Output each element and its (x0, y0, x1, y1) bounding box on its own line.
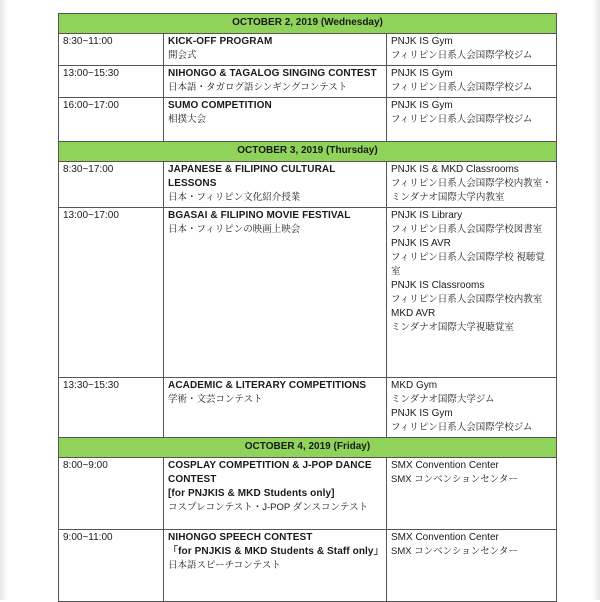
venue-name: PNJK IS Classrooms (391, 280, 485, 291)
event-title-jp: 相撲大会 (168, 114, 207, 125)
event-cell (164, 34, 387, 66)
venue-name: PNJK IS Library (391, 210, 463, 221)
time-cell: 8:30~11:00 (59, 34, 164, 66)
day-header: OCTOBER 3, 2019 (Thursday) (59, 142, 557, 162)
event-cell (164, 162, 387, 208)
event-title: ACADEMIC & LITERARY COMPETITIONS (168, 380, 367, 391)
venue-name-jp: SMX コンベンションセンター (391, 546, 518, 557)
venue-cell (387, 458, 557, 530)
venue-name-jp: ミンダナオ国際大学ジム (391, 394, 495, 405)
venue-name-jp: フィリピン日系人会国際学校内教室 (391, 294, 543, 305)
venue-cell (387, 530, 557, 602)
event-note: [for PNJKIS & MKD Students only] (168, 488, 335, 499)
venue-name: PNJK IS Gym (391, 408, 453, 419)
venue-name-jp: フィリピン日系人会国際学校 視聴覚室 (391, 252, 545, 277)
time-cell: 8:00~9:00 (59, 458, 164, 530)
venue-name-jp: フィリピン日系人会国際学校ジム (391, 422, 533, 433)
event-note: 「for PNJKIS & MKD Students & Staff only」 (168, 546, 384, 557)
venue-name: MKD Gym (391, 380, 438, 391)
event-title-jp: 日本・フィリピン文化紹介授業 (168, 192, 301, 203)
venue-name: PNJK IS & MKD Classrooms (391, 164, 519, 175)
event-title: NIHONGO & TAGALOG SINGING CONTEST (168, 68, 377, 79)
event-cell (164, 378, 387, 438)
event-cell (164, 458, 387, 530)
event-title: NIHONGO SPEECH CONTEST (168, 532, 313, 543)
day-header: OCTOBER 2, 2019 (Wednesday) (59, 14, 557, 34)
day-header-row (59, 438, 557, 458)
venue-name-jp: ミンダナオ国際大学視聴覚室 (391, 322, 514, 333)
table-row (59, 378, 557, 438)
event-title: COSPLAY COMPETITION & J-POP DANCE CONTEST (168, 460, 372, 485)
schedule-table (58, 13, 557, 602)
venue-cell (387, 66, 557, 98)
day-header: OCTOBER 4, 2019 (Friday) (59, 438, 557, 458)
venue-name-jp: フィリピン日系人会国際学校図書室 (391, 224, 543, 235)
venue-name: SMX Convention Center (391, 532, 499, 543)
time-cell: 9:00~11:00 (59, 530, 164, 602)
venue-name: MKD AVR (391, 308, 436, 319)
time-cell: 16:00~17:00 (59, 98, 164, 142)
event-title-jp: 日本語・タガログ語シンギングコンテスト (168, 82, 348, 93)
event-title: BGASAI & FILIPINO MOVIE FESTIVAL (168, 210, 351, 221)
event-title-jp: コスプレコンテスト・J-POP ダンスコンテスト (168, 502, 369, 513)
event-cell (164, 208, 387, 378)
venue-cell (387, 162, 557, 208)
event-title-jp: 日本語スピーチコンテスト (168, 560, 281, 571)
table-row (59, 34, 557, 66)
venue-name: PNJK IS Gym (391, 68, 453, 79)
venue-name: PNJK IS Gym (391, 100, 453, 111)
venue-cell (387, 208, 557, 378)
time-cell: 8:30~17:00 (59, 162, 164, 208)
event-title: KICK-OFF PROGRAM (168, 36, 273, 47)
day-header-row (59, 142, 557, 162)
table-row (59, 458, 557, 530)
event-cell (164, 98, 387, 142)
right-edge-shadow (592, 0, 600, 600)
table-row (59, 98, 557, 142)
venue-name-jp: フィリピン日系人会国際学校ジム (391, 82, 533, 93)
event-title: JAPANESE & FILIPINO CULTURAL LESSONS (168, 164, 336, 189)
event-title-jp: 学術・文芸コンテスト (168, 394, 263, 405)
venue-name-jp: SMX コンベンションセンター (391, 474, 518, 485)
venue-name-jp: フィリピン日系人会国際学校内教室・ミンダナオ国際大学内教室 (391, 178, 552, 203)
time-cell: 13:00~15:30 (59, 66, 164, 98)
table-row (59, 208, 557, 378)
event-title: SUMO COMPETITION (168, 100, 272, 111)
event-cell (164, 530, 387, 602)
venue-cell (387, 98, 557, 142)
venue-cell (387, 378, 557, 438)
table-row (59, 530, 557, 602)
venue-name: PNJK IS Gym (391, 36, 453, 47)
event-title-jp: 日本・フィリピンの映画上映会 (168, 224, 301, 235)
time-cell: 13:00~17:00 (59, 208, 164, 378)
left-edge-shadow (0, 0, 8, 600)
venue-name: PNJK IS AVR (391, 238, 451, 249)
venue-name-jp: フィリピン日系人会国際学校ジム (391, 50, 533, 61)
event-cell (164, 66, 387, 98)
venue-name-jp: フィリピン日系人会国際学校ジム (391, 114, 533, 125)
venue-cell (387, 34, 557, 66)
table-row (59, 162, 557, 208)
venue-name: SMX Convention Center (391, 460, 499, 471)
schedule-document (58, 13, 556, 602)
day-header-row (59, 14, 557, 34)
table-row (59, 66, 557, 98)
event-title-jp: 開会式 (168, 50, 197, 61)
time-cell: 13:30~15:30 (59, 378, 164, 438)
